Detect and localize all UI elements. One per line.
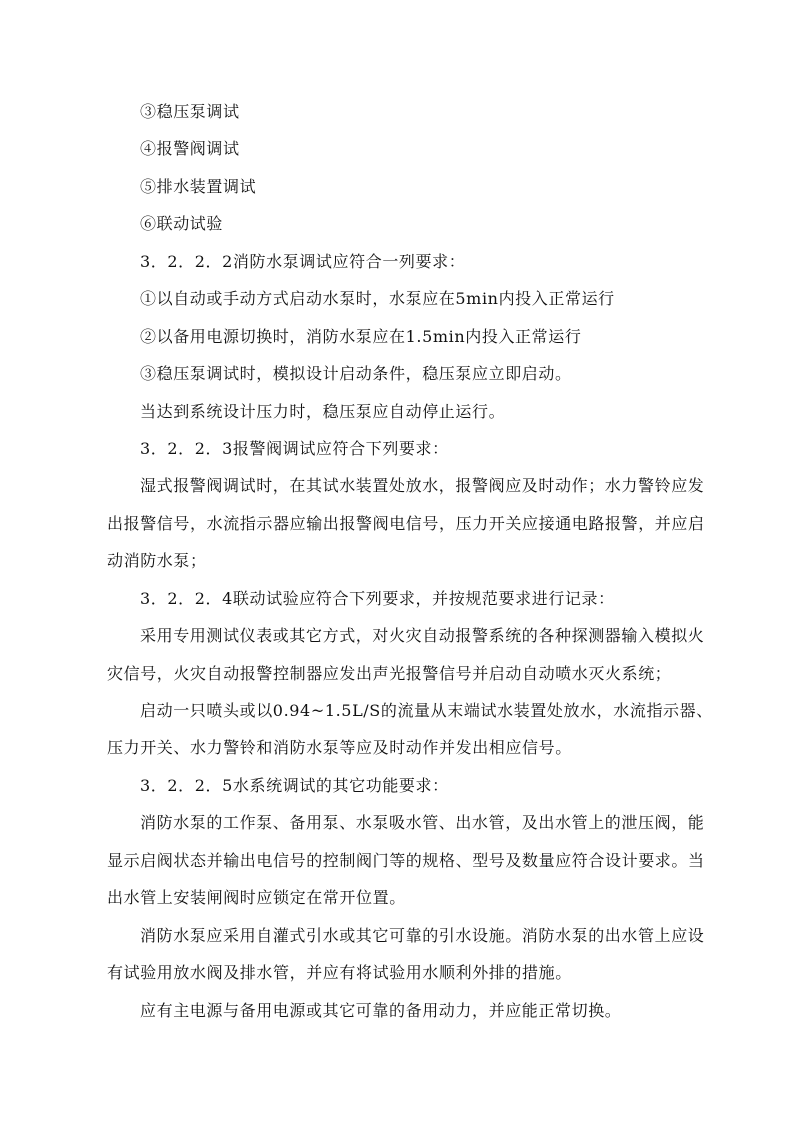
text-line: 出水管上安装闸阀时应锁定在常开位置。 [107, 888, 406, 908]
text-line: ②以备用电源切换时，消防水泵应在1.5min内投入正常运行 [140, 326, 582, 346]
text-line: 当达到系统设计压力时，稳压泵应自动停止运行。 [140, 401, 506, 421]
text-line: ①以自动或手动方式启动水泵时，水泵应在5min内投入正常运行 [140, 289, 615, 309]
paragraph [107, 138, 690, 175]
paragraph [107, 588, 690, 625]
text-line: 有试验用放水阀及排水管，并应有将试验用水顺利外排的措施。 [107, 963, 572, 983]
paragraph [107, 438, 690, 475]
text-line: ③稳压泵调试 [140, 102, 240, 121]
paragraph [107, 812, 705, 924]
paragraph [107, 775, 690, 812]
text-line: 3．2．2．2消防水泵调试应符合一列要求： [140, 251, 466, 271]
text-line: ⑤排水装置调试 [140, 176, 257, 196]
text-line: 应有主电源与备用电源或其它可靠的备用动力，并应能正常切换。 [140, 1000, 622, 1020]
text-line: 消防水泵的工作泵、备用泵、水泵吸水管、出水管，及出水管上的泄压阀，能 [140, 813, 705, 833]
document-page [107, 101, 713, 1037]
text-line: 3．2．2．3报警阀调试应符合下列要求： [140, 438, 449, 458]
paragraph [107, 925, 705, 1000]
text-line: 消防水泵应采用自灌式引水或其它可靠的引水设施。消防水泵的出水管上应设 [140, 925, 705, 945]
paragraph [107, 288, 690, 325]
text-line: 湿式报警阀调试时，在其试水装置处放水，报警阀应及时动作；水力警铃应发 [140, 476, 705, 496]
paragraph [107, 475, 705, 587]
paragraph [107, 1000, 690, 1037]
paragraph [107, 176, 690, 213]
paragraph [107, 101, 690, 138]
paragraph [107, 363, 690, 400]
text-line: 灾信号，火灾自动报警控制器应发出声光报警信号并启动自动喷水灭火系统； [107, 663, 672, 683]
paragraph [107, 213, 690, 250]
paragraph [107, 401, 690, 438]
text-line: 显示启阀状态并输出电信号的控制阀门等的规格、型号及数量应符合设计要求。当 [107, 850, 705, 870]
paragraph [107, 700, 713, 775]
text-line: ④报警阀调试 [140, 139, 240, 159]
paragraph [107, 625, 705, 700]
text-line: 采用专用测试仪表或其它方式，对火灾自动报警系统的各种探测器输入模拟火 [140, 626, 705, 646]
paragraph [107, 251, 690, 288]
text-line: ③稳压泵调试时，模拟设计启动条件，稳压泵应立即启动。 [140, 364, 572, 384]
text-line: 压力开关、水力警铃和消防水泵等应及时动作并发出相应信号。 [107, 738, 572, 758]
text-line: 3．2．2．5水系统调试的其它功能要求： [140, 775, 449, 795]
text-line: 出报警信号，水流指示器应输出报警阀电信号，压力开关应接通电路报警，并应启 [107, 513, 705, 533]
text-line: ⑥联动试验 [140, 214, 224, 234]
text-line: 3．2．2．4联动试验应符合下列要求，并按规范要求进行记录： [140, 588, 615, 608]
text-line: 动消防水泵； [107, 551, 207, 571]
paragraph [107, 326, 690, 363]
text-line: 启动一只喷头或以0.94~1.5L/S的流量从末端试水装置处放水，水流指示器、 [140, 701, 713, 720]
